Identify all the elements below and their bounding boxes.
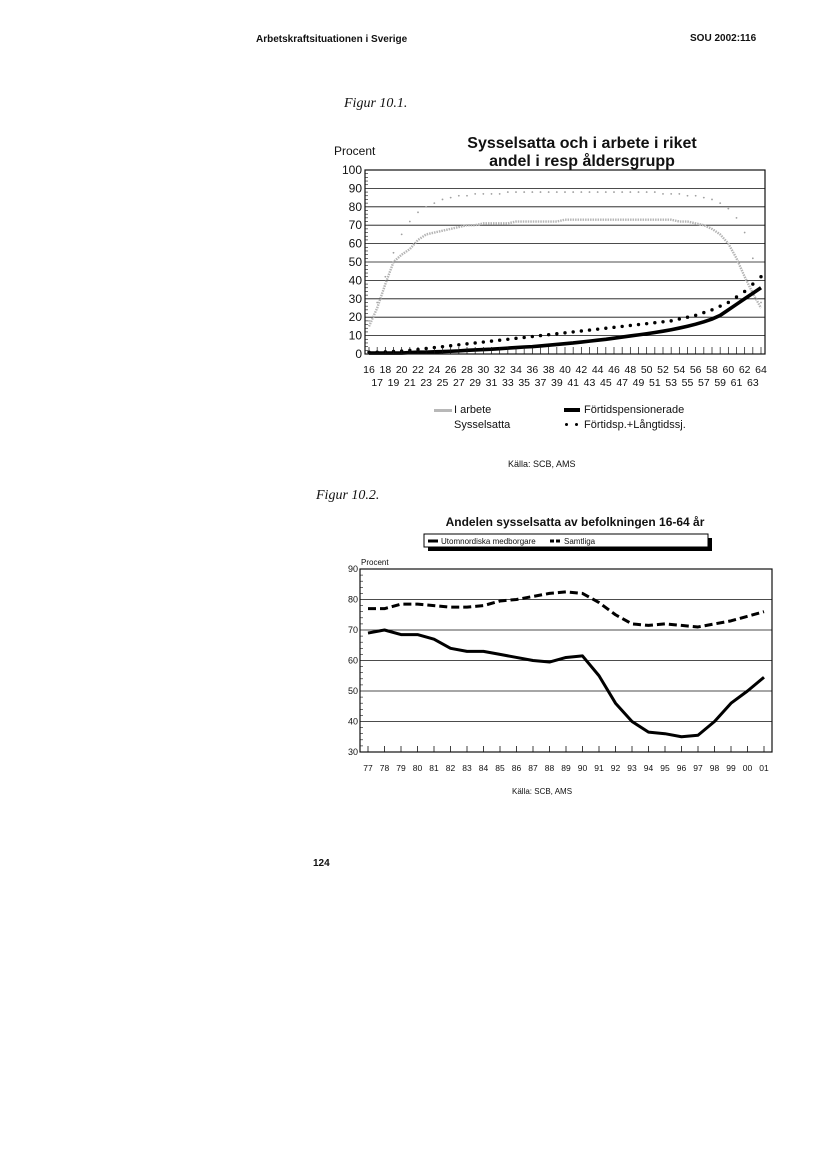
figure1-x-tick-label: 54 [673, 364, 686, 376]
figure1-y-tick-label: 50 [348, 255, 362, 269]
figure2-y-tick-label: 80 [347, 594, 358, 605]
figure1-x-tick-label: 53 [665, 377, 678, 389]
figure1-y-tick-label: 20 [348, 310, 362, 325]
figure1-x-tick-label: 35 [518, 377, 531, 389]
figure1-point-sysselsatta [491, 193, 493, 195]
figure2-x-tick-label: 78 [379, 763, 390, 773]
figure1-caption: Figur 10.1. [344, 96, 408, 111]
figure1-point-sysselsatta [368, 320, 370, 322]
figure1-x-tick-label: 48 [624, 364, 637, 376]
figure2-x-tick-label: 00 [742, 763, 753, 773]
figure1-point-fortidsp-langtid [678, 317, 681, 320]
figure1-point-sysselsatta [646, 191, 648, 193]
legend-label-fortidspensionerade: Förtidspensionerade [584, 404, 685, 416]
figure1-point-sysselsatta [760, 302, 762, 304]
figure1-x-tick-label: 21 [403, 377, 416, 389]
figure1-point-fortidsp-langtid [506, 338, 509, 341]
figure2-x-tick-label: 96 [676, 763, 687, 773]
figure1-point-fortidsp-langtid [686, 316, 689, 319]
legend-label-fortidsp-langtid: Förtidsp.+Långtidssj. [584, 419, 686, 431]
figure1-y-ticks [342, 163, 368, 361]
figure1-point-sysselsatta [605, 191, 607, 193]
figure1-point-sysselsatta [515, 191, 517, 193]
figure1-point-fortidsp-langtid [629, 324, 632, 327]
figure1-x-tick-label: 22 [412, 364, 424, 376]
figure1-x-tick-label: 25 [436, 377, 449, 389]
page-number: 124 [313, 858, 330, 869]
figure1-point-sysselsatta [613, 191, 615, 193]
figure1-point-fortidsp-langtid [743, 290, 746, 293]
figure1-point-sysselsatta [548, 191, 550, 193]
figure1-x-tick-label: 49 [632, 377, 645, 389]
figure1-x-tick-label: 17 [371, 377, 384, 389]
figure1-point-sysselsatta [629, 191, 631, 193]
figure1-x-tick-label: 55 [681, 377, 694, 389]
figure2-grid [360, 600, 772, 722]
figure1-point-fortidsp-langtid [596, 327, 599, 330]
figure1-point-sysselsatta [564, 191, 566, 193]
figure2-x-tick-label: 97 [693, 763, 703, 773]
figure1-point-sysselsatta [744, 232, 746, 234]
figure1-point-fortidsp-langtid [637, 323, 640, 326]
figure1-y-tick-label: 80 [348, 199, 362, 214]
figure1-x-tick-label: 60 [722, 364, 735, 376]
figure1-point-fortidsp-langtid [547, 333, 550, 336]
figure1-point-sysselsatta [531, 191, 533, 193]
figure1-point-fortidsp-langtid [653, 321, 656, 324]
figure1-point-fortidsp-langtid [490, 339, 493, 342]
figure1-point-sysselsatta [433, 202, 435, 204]
figure2-x-tick-label: 89 [561, 763, 571, 773]
figure1-point-sysselsatta [589, 191, 591, 193]
figure2-x-tick-label: 99 [726, 763, 736, 773]
figure2-y-tick-label: 70 [347, 625, 358, 635]
figure2-legend-label-utomnordiska: Utomnordiska medborgare [441, 537, 536, 546]
figure2-x-ticks [363, 746, 769, 773]
figure1-x-tick-label: 64 [755, 364, 767, 376]
figure1-x-tick-label: 32 [493, 364, 506, 376]
figure2-caption: Figur 10.2. [316, 488, 380, 503]
figure1-x-tick-label: 19 [387, 377, 400, 389]
figure2-x-tick-label: 91 [594, 763, 604, 773]
figure1-point-sysselsatta [450, 197, 452, 199]
figure1-x-tick-label: 30 [477, 364, 490, 376]
figure2-x-tick-label: 95 [660, 763, 670, 773]
figure1-x-tick-label: 31 [485, 377, 498, 389]
figure1-point-sysselsatta [727, 208, 729, 210]
figure2-chart [340, 512, 780, 782]
figure1-x-tick-label: 57 [697, 377, 710, 389]
legend-swatch-i-arbete [434, 409, 452, 412]
figure2-x-tick-label: 98 [709, 763, 720, 773]
figure2-x-tick-label: 83 [462, 763, 472, 773]
figure1-x-tick-label: 24 [428, 364, 441, 376]
figure1-x-tick-label: 38 [542, 364, 555, 376]
figure1-point-fortidsp-langtid [449, 344, 452, 347]
figure1-point-fortidsp-langtid [457, 343, 460, 346]
figure2-x-tick-label: 81 [429, 763, 439, 773]
figure1-x-tick-label: 33 [501, 377, 514, 389]
figure1-x-tick-label: 45 [599, 377, 612, 389]
legend-swatch-fortidsp-dot1 [565, 423, 568, 426]
figure1-point-sysselsatta [580, 191, 582, 193]
figure1-point-fortidsp-langtid [702, 311, 705, 314]
figure1-point-sysselsatta [458, 195, 460, 197]
figure1-y-tick-label: 30 [348, 291, 362, 306]
figure1-y-tick-label: 100 [341, 163, 362, 177]
figure1-point-sysselsatta [752, 257, 754, 259]
figure1-point-sysselsatta [466, 195, 468, 197]
figure1-series [367, 191, 762, 354]
figure1-point-sysselsatta [703, 197, 705, 199]
figure1-point-fortidsp-langtid [751, 282, 754, 285]
figure1-y-tick-label: 60 [348, 236, 362, 251]
running-header-title: Arbetskraftsituationen i Sverige [256, 34, 408, 45]
figure1-x-tick-label: 40 [559, 364, 571, 376]
figure2-line-utomnordiska [368, 630, 764, 737]
figure1-point-fortidsp-langtid [588, 328, 591, 331]
figure2-x-tick-label: 88 [544, 763, 555, 773]
legend-swatch-fortidsp-dot2 [575, 423, 578, 426]
figure1-x-tick-label: 61 [730, 377, 743, 389]
figure2-y-tick-label: 30 [347, 747, 358, 757]
figure1-point-sysselsatta [711, 199, 713, 201]
figure1-x-tick-label: 37 [534, 377, 547, 389]
figure1-point-fortidsp-langtid [571, 330, 574, 333]
figure2-x-tick-label: 84 [478, 763, 489, 773]
figure2-x-tick-label: 82 [445, 763, 456, 773]
figure1-x-tick-label: 44 [591, 364, 604, 376]
figure1-x-tick-label: 39 [550, 377, 563, 389]
figure1-legend [432, 404, 752, 438]
figure2-x-tick-label: 79 [396, 763, 406, 773]
figure1-point-fortidsp-langtid [710, 308, 713, 311]
figure1-x-tick-label: 50 [640, 364, 653, 376]
figure1-point-fortidsp-langtid [498, 339, 501, 342]
figure1-point-fortidsp-langtid [718, 304, 721, 307]
figure2-y-tick-label: 60 [347, 655, 358, 666]
figure1-point-fortidsp-langtid [759, 275, 762, 278]
figure1-point-fortidsp-langtid [645, 322, 648, 325]
figure1-point-sysselsatta [736, 217, 738, 219]
figure1-point-sysselsatta [597, 191, 599, 193]
figure1-point-sysselsatta [409, 221, 411, 223]
figure1-point-sysselsatta [678, 193, 680, 195]
figure1-point-fortidsp-langtid [522, 336, 525, 339]
figure1-point-sysselsatta [670, 193, 672, 195]
figure1-source: Källa: SCB, AMS [508, 459, 576, 469]
figure1-x-tick-label: 16 [363, 364, 375, 376]
figure1-point-sysselsatta [540, 191, 542, 193]
figure1-point-sysselsatta [662, 193, 664, 195]
figure2-y-tick-label: 50 [347, 686, 358, 696]
figure1-x-tick-label: 42 [575, 364, 588, 376]
running-header-ref: SOU 2002:116 [690, 33, 757, 44]
legend-swatch-fortidspensionerade [564, 408, 580, 412]
figure1-x-tick-label: 34 [510, 364, 522, 376]
figure1-x-tick-label: 43 [583, 377, 596, 389]
figure2-x-tick-label: 92 [610, 763, 621, 773]
figure1-point-fortidsp-langtid [694, 314, 697, 317]
legend-label-sysselsatta: Sysselsatta [454, 419, 511, 431]
figure1-x-tick-label: 51 [648, 377, 661, 389]
figure1-x-tick-label: 27 [452, 377, 465, 389]
figure1-point-sysselsatta [523, 191, 525, 193]
figure1-ylabel: Procent [334, 144, 376, 158]
figure1-point-sysselsatta [474, 193, 476, 195]
figure1-y-tick-label: 90 [348, 181, 362, 196]
figure2-x-tick-label: 93 [627, 763, 637, 773]
figure1-point-fortidsp-langtid [620, 325, 623, 328]
figure2-title: Andelen sysselsatta av befolkningen 16-64 år [445, 515, 705, 529]
figure1-point-sysselsatta [417, 211, 419, 213]
figure1-point-sysselsatta [393, 252, 395, 254]
figure1-x-tick-label: 58 [706, 364, 718, 376]
figure2-x-tick-label: 77 [363, 763, 373, 773]
figure1-point-sysselsatta [401, 234, 403, 236]
figure1-point-sysselsatta [499, 193, 501, 195]
figure1-point-fortidsp-langtid [473, 341, 476, 344]
figure2-x-tick-label: 01 [759, 763, 769, 773]
figure1-point-fortidsp-langtid [580, 329, 583, 332]
figure1-point-sysselsatta [442, 199, 444, 201]
legend-label-i-arbete: I arbete [454, 404, 492, 416]
figure2-x-tick-label: 87 [528, 763, 538, 773]
figure1-x-tick-label: 23 [420, 377, 433, 389]
figure1-line-i-arbete [369, 220, 761, 327]
figure1-y-tick-label: 10 [348, 328, 362, 343]
figure1-y-tick-label: 0 [355, 347, 362, 361]
figure2-x-tick-label: 94 [643, 763, 654, 773]
figure2-legend-label-samtliga: Samtliga [564, 537, 596, 546]
figure1-point-fortidsp-langtid [539, 334, 542, 337]
figure1-point-sysselsatta [425, 206, 427, 208]
figure1-x-tick-label: 63 [746, 377, 759, 389]
figure1-point-sysselsatta [572, 191, 574, 193]
figure1-x-tick-label: 59 [714, 377, 727, 389]
figure1-y-tick-label: 70 [348, 218, 362, 233]
figure1-point-fortidsp-langtid [735, 295, 738, 298]
figure1-x-tick-label: 26 [444, 364, 457, 376]
figure2-y-tick-label: 90 [347, 564, 358, 574]
figure1-point-sysselsatta [719, 202, 721, 204]
figure1-point-fortidsp-langtid [465, 342, 468, 345]
figure2-y-tick-label: 40 [347, 716, 358, 727]
figure1-point-sysselsatta [384, 276, 386, 278]
figure2-series [368, 592, 764, 737]
figure1-point-sysselsatta [621, 191, 623, 193]
figure1-x-tick-label: 18 [379, 364, 392, 376]
figure1-point-fortidsp-langtid [661, 320, 664, 323]
figure1-x-tick-label: 47 [616, 377, 629, 389]
figure1-y-tick-label: 40 [348, 273, 362, 288]
figure2-x-tick-label: 85 [495, 763, 505, 773]
figure1-point-fortidsp-langtid [727, 301, 730, 304]
figure1-point-fortidsp-langtid [514, 337, 517, 340]
figure1-x-tick-label: 46 [608, 364, 620, 376]
figure1-point-sysselsatta [695, 195, 697, 197]
figure1-point-sysselsatta [654, 191, 656, 193]
figure2-ylabel: Procent [361, 558, 389, 567]
figure1-x-tick-label: 62 [738, 364, 751, 376]
figure2-x-tick-label: 86 [511, 763, 522, 773]
figure2-line-samtliga [368, 592, 764, 627]
figure1-point-fortidsp-langtid [669, 319, 672, 322]
figure1-line-fortidspensionerade [369, 288, 761, 353]
figure1-point-sysselsatta [638, 191, 640, 193]
figure1-x-tick-label: 52 [657, 364, 669, 376]
figure1-point-sysselsatta [507, 191, 509, 193]
figure2-x-tick-label: 90 [577, 763, 588, 773]
figure1-title-line2: andel i resp åldersgrupp [489, 153, 675, 170]
figure1-point-fortidsp-langtid [482, 340, 485, 343]
figure1-x-tick-label: 36 [526, 364, 539, 376]
figure1-point-fortidsp-langtid [604, 327, 607, 330]
figure1-point-fortidsp-langtid [612, 326, 615, 329]
figure1-point-sysselsatta [482, 193, 484, 195]
figure1-x-tick-label: 56 [689, 364, 702, 376]
figure2-source: Källa: SCB, AMS [512, 787, 573, 796]
figure1-point-sysselsatta [687, 195, 689, 197]
figure1-chart [320, 128, 780, 403]
figure1-x-tick-label: 20 [395, 364, 408, 376]
figure1-point-sysselsatta [556, 191, 558, 193]
figure1-point-fortidsp-langtid [531, 335, 534, 338]
figure1-point-fortidsp-langtid [563, 331, 566, 334]
figure2-x-tick-label: 80 [412, 763, 423, 773]
figure1-x-tick-label: 28 [461, 364, 473, 376]
figure1-title-line1: Sysselsatta och i arbete i riket [467, 135, 697, 152]
figure1-point-fortidsp-langtid [555, 332, 558, 335]
figure1-x-tick-label: 41 [567, 377, 580, 389]
figure1-x-tick-label: 29 [469, 377, 482, 389]
